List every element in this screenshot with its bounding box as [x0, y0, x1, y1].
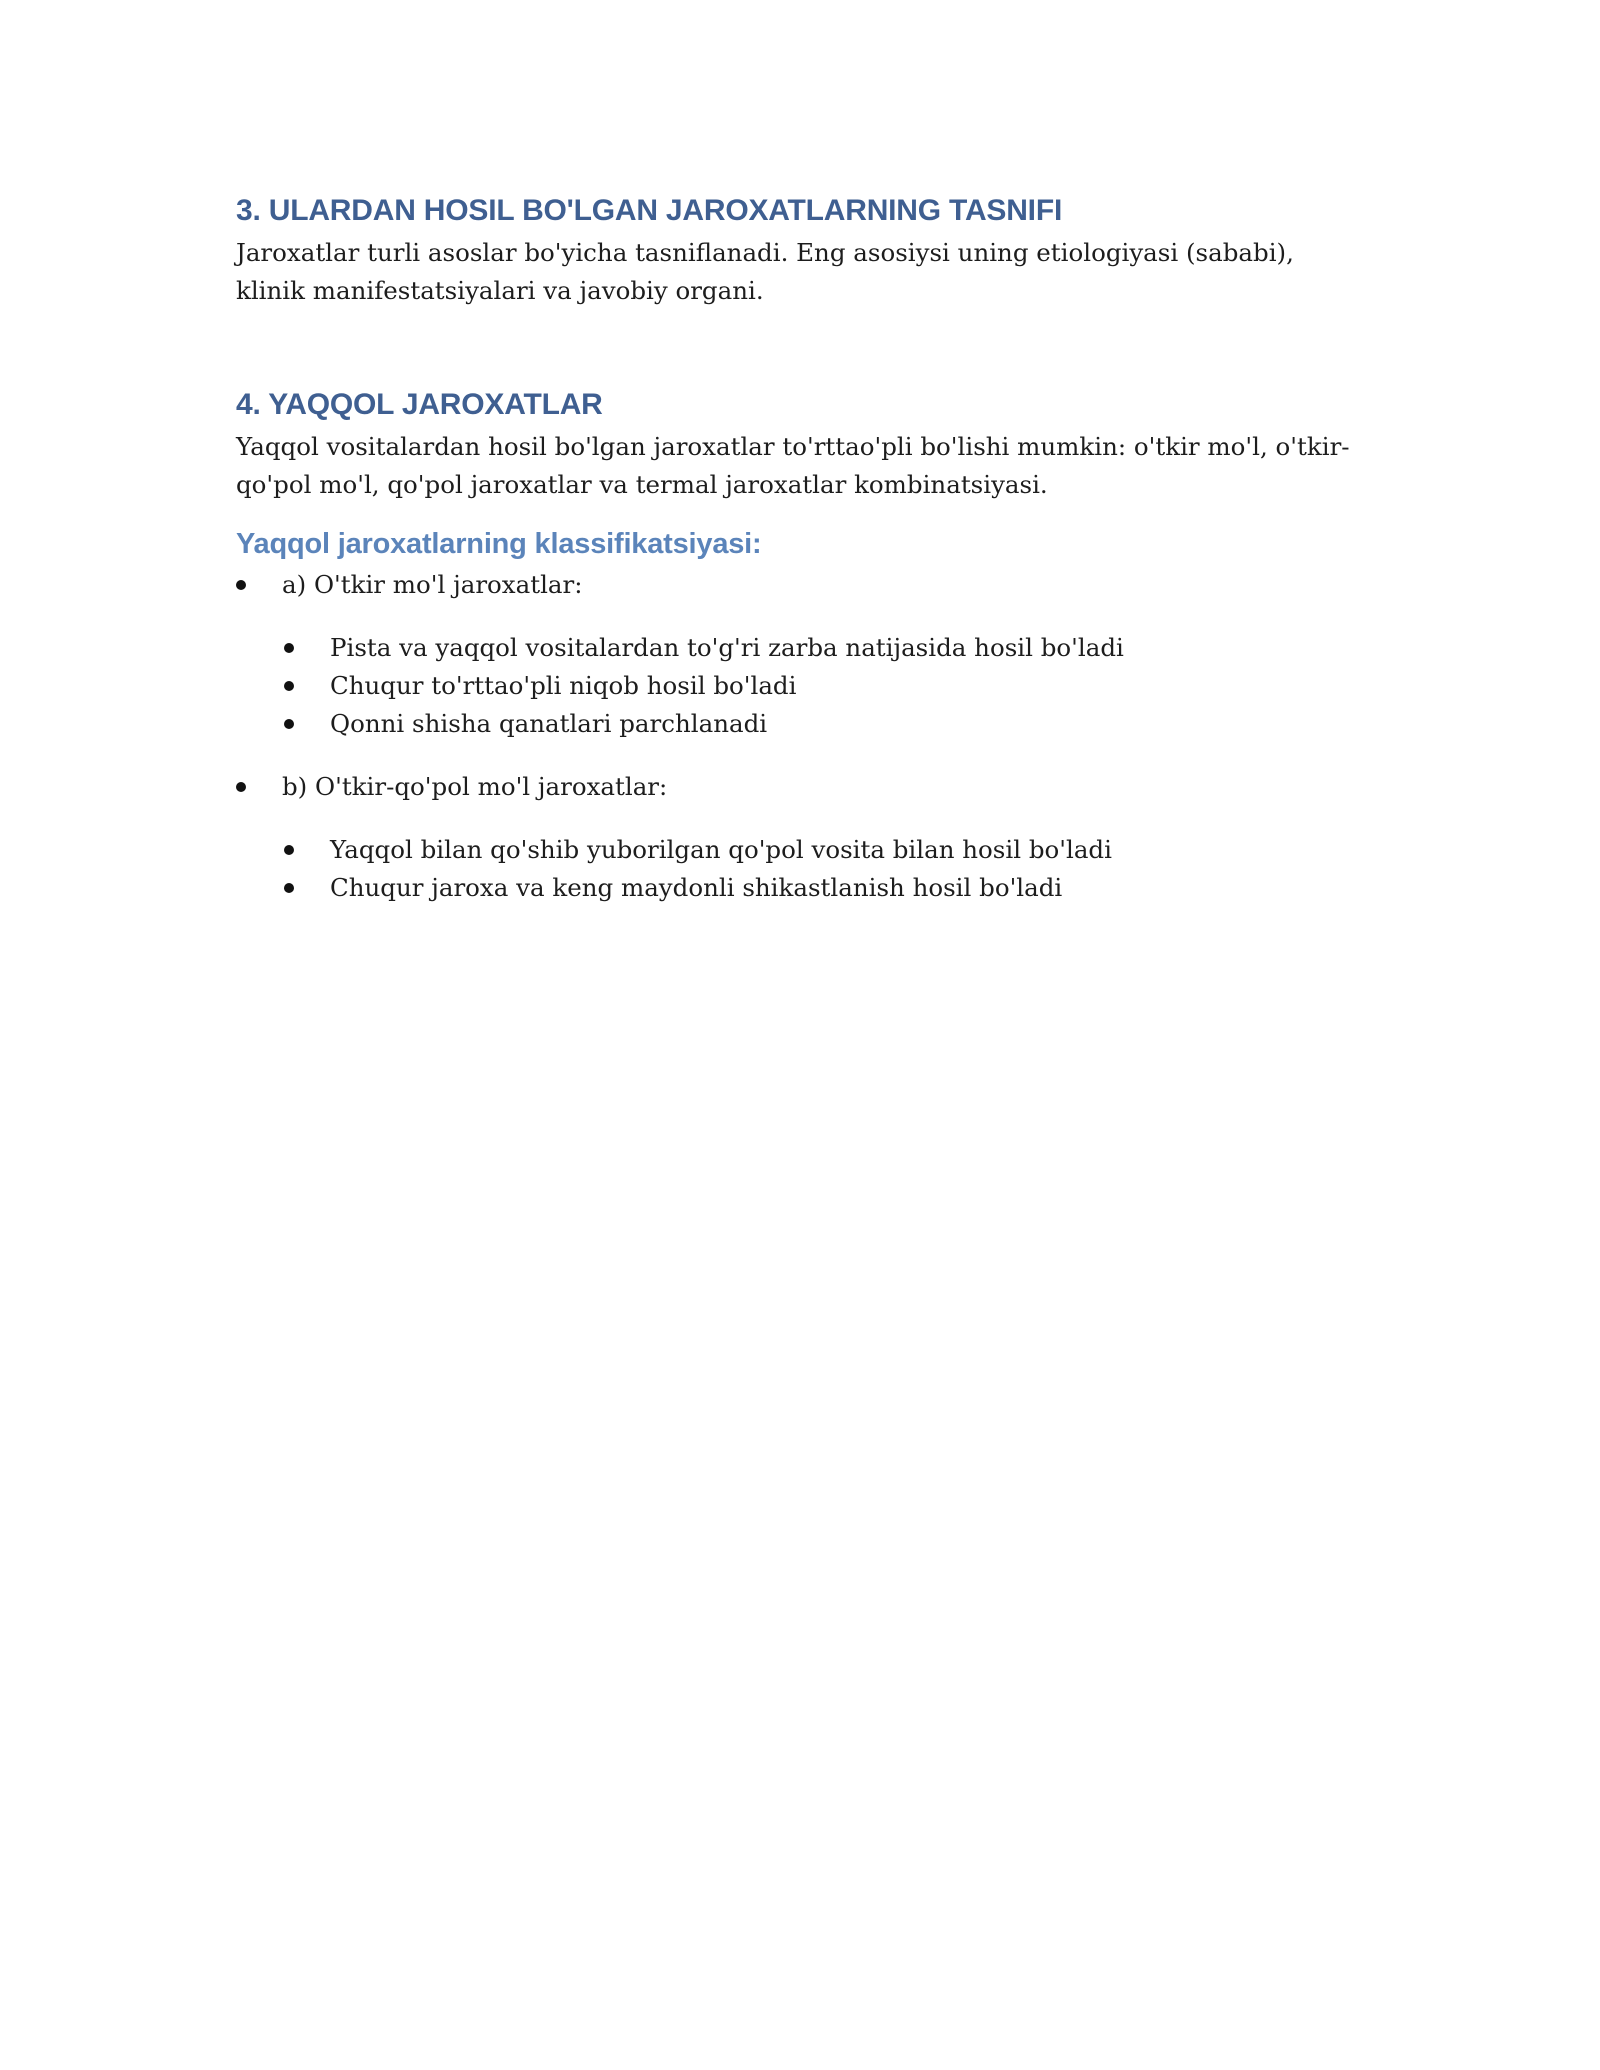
list-item-label-row: [236, 566, 1366, 604]
list-item-label-row: [236, 768, 1366, 806]
sub-list-group-b: [236, 831, 1366, 907]
section-heading-sharp-injuries: 4. YAQQOL JAROXATLAR: [236, 388, 603, 421]
list-item: [284, 869, 1366, 907]
list-item-text: Pista va yaqqol vositalardan to'g'ri zarba natijasida hosil bo'ladi: [330, 633, 1124, 662]
list-item: [284, 629, 1366, 667]
list-item-text: Yaqqol bilan qo'shib yuborilgan qo'pol vosita bilan hosil bo'ladi: [330, 835, 1112, 864]
list-item: [284, 667, 1366, 705]
section-heading-classification: 3. ULARDAN HOSIL BO'LGAN JAROXATLARNING TASNIFI: [236, 194, 1063, 227]
section-paragraph-sharp-injuries: Yaqqol vositalardan hosil bo'lgan jaroxatlar to'rttao'pli bo'lishi mumkin: o'tkir mo'l, o'tkir-qo'pol mo'l, qo'pol jaroxatlar va termal jaroxatlar kombinatsiyasi.: [236, 432, 1350, 499]
list-item: [284, 705, 1366, 743]
list-item-text: Qonni shisha qanatlari parchlanadi: [330, 709, 768, 738]
list-item-label: b) O'tkir-qo'pol mo'l jaroxatlar:: [282, 772, 668, 801]
sub-list-group-a: [236, 629, 1366, 743]
bullet-icon: [284, 643, 294, 653]
list-item: [284, 831, 1366, 869]
bullet-icon: [236, 580, 246, 590]
bullet-icon: [236, 782, 246, 792]
document-body: [236, 188, 1366, 932]
list-item-label: a) O'tkir mo'l jaroxatlar:: [282, 570, 583, 599]
bullet-icon: [284, 883, 294, 893]
list-item-group-a: [236, 566, 1366, 743]
subsection-heading-classification-list: Yaqqol jaroxatlarning klassifikatsiyasi:: [236, 528, 762, 560]
classification-list: [236, 566, 1366, 907]
bullet-icon: [284, 845, 294, 855]
list-item-text: Chuqur jaroxa va keng maydonli shikastlanish hosil bo'ladi: [330, 873, 1063, 902]
bullet-icon: [284, 719, 294, 729]
list-item-text: Chuqur to'rttao'pli niqob hosil bo'ladi: [330, 671, 797, 700]
section-paragraph-classification: Jaroxatlar turli asoslar bo'yicha tasniflanadi. Eng asosiysi uning etiologiyasi (sababi), klinik manifestatsiyalari va javobiy organi.: [236, 238, 1294, 305]
bullet-icon: [284, 681, 294, 691]
list-item-group-b: [236, 768, 1366, 907]
